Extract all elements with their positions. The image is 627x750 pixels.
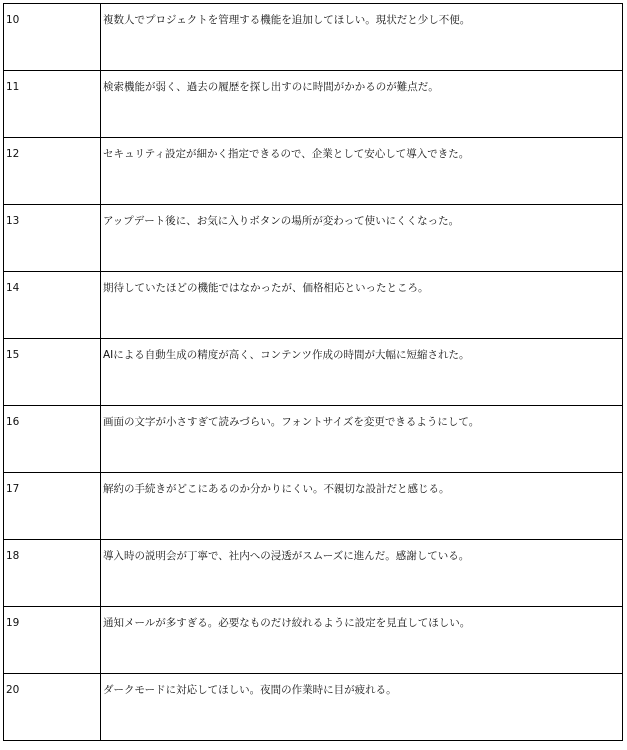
table-row bbox=[4, 540, 623, 607]
row-id-cell[interactable]: 11 bbox=[4, 71, 101, 138]
comment-cell[interactable]: AIによる自動生成の精度が高く、コンテンツ作成の時間が大幅に短縮された。 bbox=[101, 339, 623, 406]
table-row bbox=[4, 71, 623, 138]
table-row bbox=[4, 674, 623, 741]
row-id-cell[interactable]: 10 bbox=[4, 4, 101, 71]
table-row bbox=[4, 4, 623, 71]
row-id-cell[interactable]: 19 bbox=[4, 607, 101, 674]
comment-cell[interactable]: アップデート後に、お気に入りボタンの場所が変わって使いにくくなった。 bbox=[101, 205, 623, 272]
table-row bbox=[4, 406, 623, 473]
row-id-cell[interactable]: 18 bbox=[4, 540, 101, 607]
row-id-cell[interactable]: 14 bbox=[4, 272, 101, 339]
table-row bbox=[4, 607, 623, 674]
row-id-cell[interactable]: 20 bbox=[4, 674, 101, 741]
comment-cell[interactable]: 検索機能が弱く、過去の履歴を探し出すのに時間がかかるのが難点だ。 bbox=[101, 71, 623, 138]
row-id-cell[interactable]: 17 bbox=[4, 473, 101, 540]
table-row bbox=[4, 205, 623, 272]
comment-cell[interactable]: 複数人でプロジェクトを管理する機能を追加してほしい。現状だと少し不便。 bbox=[101, 4, 623, 71]
row-id-cell[interactable]: 12 bbox=[4, 138, 101, 205]
row-id-cell[interactable]: 13 bbox=[4, 205, 101, 272]
row-id-cell[interactable]: 15 bbox=[4, 339, 101, 406]
comment-cell[interactable]: 通知メールが多すぎる。必要なものだけ絞れるように設定を見直してほしい。 bbox=[101, 607, 623, 674]
comment-cell[interactable]: セキュリティ設定が細かく指定できるので、企業として安心して導入できた。 bbox=[101, 138, 623, 205]
table-row bbox=[4, 272, 623, 339]
feedback-table bbox=[3, 3, 623, 741]
comment-cell[interactable]: 画面の文字が小さすぎて読みづらい。フォントサイズを変更できるようにして。 bbox=[101, 406, 623, 473]
comment-cell[interactable]: 期待していたほどの機能ではなかったが、価格相応といったところ。 bbox=[101, 272, 623, 339]
feedback-table-body bbox=[4, 4, 623, 741]
table-row bbox=[4, 138, 623, 205]
comment-cell[interactable]: 導入時の説明会が丁寧で、社内への浸透がスムーズに進んだ。感謝している。 bbox=[101, 540, 623, 607]
comment-cell[interactable]: ダークモードに対応してほしい。夜間の作業時に目が疲れる。 bbox=[101, 674, 623, 741]
row-id-cell[interactable]: 16 bbox=[4, 406, 101, 473]
table-row bbox=[4, 473, 623, 540]
table-row bbox=[4, 339, 623, 406]
comment-cell[interactable]: 解約の手続きがどこにあるのか分かりにくい。不親切な設計だと感じる。 bbox=[101, 473, 623, 540]
